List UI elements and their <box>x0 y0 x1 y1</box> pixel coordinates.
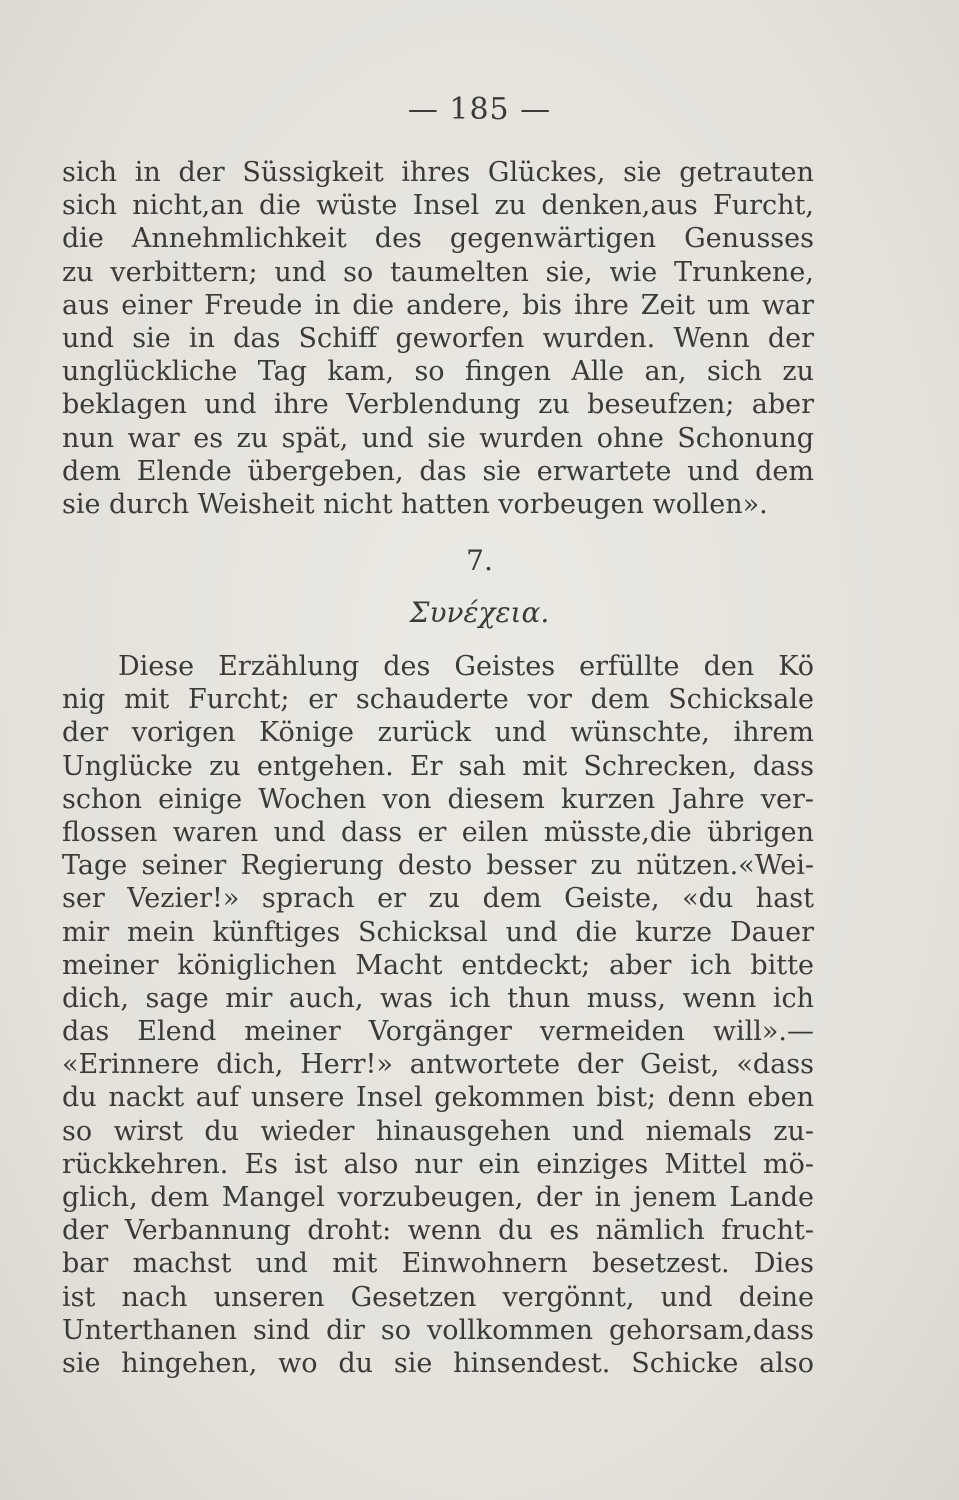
text-line: sie hingehen, wo du sie hinsendest. Schicke also <box>62 1347 814 1379</box>
text-line: ser Vezier!» sprach er zu dem Geiste, «du hast <box>62 883 814 915</box>
text-line: bar machst und mit Einwohnern besetzest. Dies <box>62 1248 814 1280</box>
text-line: nun war es zu spät, und sie wurden ohne Schonung <box>62 422 814 454</box>
text-line: dich, sage mir auch, was ich thun muss, wenn ich <box>62 982 814 1014</box>
text-line: der vorigen Könige zurück und wünschte, ihrem <box>62 717 814 749</box>
text-line: unglückliche Tag kam, so fingen Alle an, sich zu <box>62 356 814 388</box>
text-line: rückkehren. Es ist also nur ein einziges Mittel mö- <box>62 1148 814 1180</box>
text-line: schon einige Wochen von diesem kurzen Jahre ver- <box>62 783 814 815</box>
section-title: Συνέχεια. <box>409 596 550 629</box>
text-line: flossen waren und dass er eilen müsste,die übrigen <box>62 816 814 848</box>
text-line: aus einer Freude in die andere, bis ihre Zeit um war <box>62 289 814 321</box>
text-line: die Annehmlichkeit des gegenwärtigen Genusses <box>62 223 814 255</box>
text-line: «Erinnere dich, Herr!» antwortete der Geist, «dass <box>62 1049 814 1081</box>
text-line: sich in der Süssigkeit ihres Glückes, sie getrauten <box>62 157 814 188</box>
paragraph-1 <box>62 156 814 521</box>
text-line: sie durch Weisheit nicht hatten vorbeugen wollen». <box>62 488 768 520</box>
text-line: Unglücke zu entgehen. Er sah mit Schrecken, dass <box>62 750 814 782</box>
text-line: so wirst du wieder hinausgehen und niemals zu- <box>62 1115 814 1147</box>
text-line: ist nach unseren Gesetzen vergönnt, und deine <box>62 1281 814 1313</box>
text-line: meiner königlichen Macht entdeckt; aber ich bitte <box>62 949 814 981</box>
text-line: beklagen und ihre Verblendung zu beseufzen; aber <box>62 389 814 421</box>
paragraph-2 <box>62 650 814 1380</box>
text-line: und sie in das Schiff geworfen wurden. Wenn der <box>62 322 814 354</box>
text-line: dem Elende übergeben, das sie erwartete und dem <box>62 455 814 487</box>
text-line: der Verbannung droht: wenn du es nämlich frucht- <box>62 1215 814 1247</box>
text-line: Unterthanen sind dir so vollkommen gehorsam,dass <box>62 1314 814 1346</box>
text-line: das Elend meiner Vorgänger vermeiden will».— <box>62 1016 814 1048</box>
text-line: mir mein künftiges Schicksal und die kurze Dauer <box>62 916 814 948</box>
text-line: du nackt auf unsere Insel gekommen bist; denn eben <box>62 1082 814 1114</box>
text-line: sich nicht,an die wüste Insel zu denken,aus Furcht, <box>62 190 814 222</box>
text-line: nig mit Furcht; er schauderte vor dem Schicksale <box>62 684 814 716</box>
text-line: Diese Erzählung des Geistes erfüllte den Kö <box>118 651 814 682</box>
text-line: glich, dem Mangel vorzubeugen, der in jenem Lande <box>62 1182 814 1213</box>
section-number: 7. <box>466 544 493 577</box>
text-line: zu verbittern; und so taumelten sie, wie Trunkene, <box>62 256 814 288</box>
text-line: Tage seiner Regierung desto besser zu nützen.«Wei- <box>62 850 814 882</box>
page-number: — 185 — <box>407 92 552 127</box>
